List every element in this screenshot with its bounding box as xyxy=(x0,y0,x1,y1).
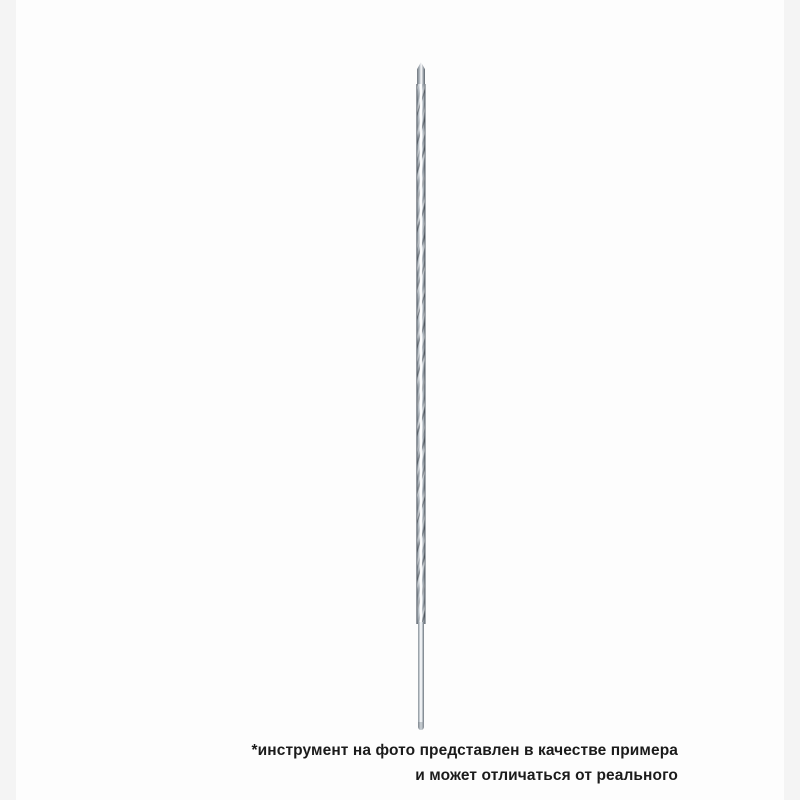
product-photo xyxy=(16,0,784,800)
left-gutter xyxy=(0,0,16,800)
drill-edge-right xyxy=(425,84,426,624)
drill-edge-left xyxy=(416,84,417,624)
disclaimer-caption xyxy=(118,738,678,788)
drill-specular-highlight xyxy=(420,84,422,624)
disclaimer-line-1: *инструмент на фото представлен в качестве примера xyxy=(251,742,678,759)
drill-bit-image xyxy=(411,62,431,728)
disclaimer-line-2: и может отличаться от реального xyxy=(415,767,678,784)
drill-tip xyxy=(417,62,425,86)
right-gutter xyxy=(784,0,800,800)
drill-shank-end xyxy=(418,722,424,730)
drill-shank xyxy=(418,622,424,728)
